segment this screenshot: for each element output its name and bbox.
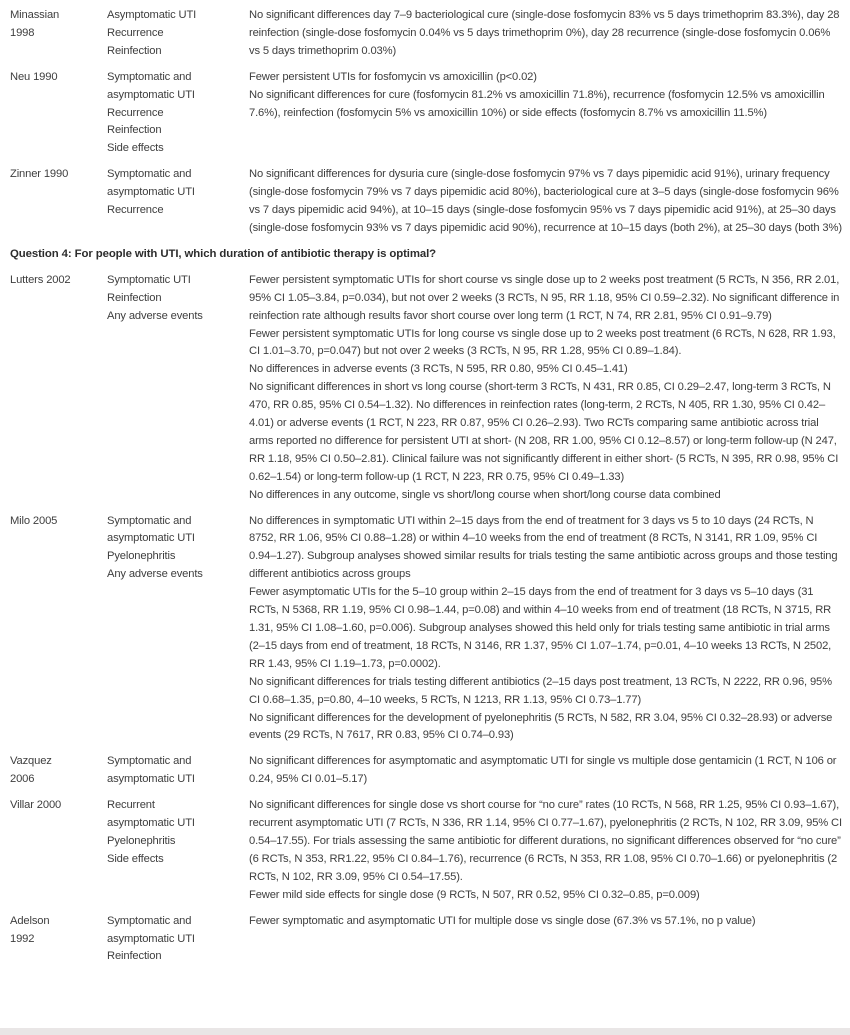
outcome-item: Symptomatic and asymptomatic UTI [107, 70, 195, 101]
outcome-item: Recurrence [107, 106, 164, 119]
outcomes-cell [107, 913, 249, 967]
finding-paragraph: No differences in adverse events (3 RCTs, N 595, RR 0.80, 95% CI 0.45–1.41) [249, 363, 628, 376]
findings-cell [249, 513, 844, 746]
findings-cell [249, 69, 844, 123]
findings-cell [249, 272, 844, 505]
outcomes-cell [107, 272, 249, 326]
outcomes-cell [107, 753, 249, 789]
study-name: Minassian [10, 9, 60, 21]
finding-paragraph: No significant differences in short vs long course (short-term 3 RCTs, N 431, RR 0.85, CI 0.29–2.47, long-term 3 RCTs, N 470, RR 0.85, 95% CI 0.54–1.32). No differences in reinfection rates (long-term, 2 RCTs, N 405, RR 1.30, 95% CI 0.42–4.01) or adverse events (1 RCT, N 223, RR 0.87, 95% CI 0.26–2.93). Two RCTs comparing same antibiotic across trial arms reported no difference for persistent UTI at short- (N 208, RR 1.00, 95% CI 0.12–8.57) or long-term follow-up (N 247, RR 1.18, 95% CI 0.50–2.81). Clinical failure was not significantly different in either short- (5 RCTs, N 395, RR 0.98, 95% CI 0.62–1.54) or long-term follow-up (1 RCT, N 223, RR 0.75, 95% CI 0.49–1.33) [249, 381, 839, 483]
outcome-item: Symptomatic and asymptomatic UTI [107, 514, 195, 545]
finding-paragraph: No differences in any outcome, single vs short/long course when short/long course data combined [249, 488, 721, 501]
study-name: 1992 [10, 932, 35, 945]
finding-paragraph: No significant differences for cure (fosfomycin 81.2% vs amoxicillin 71.8%), recurrence (fosfomycin 12.5% vs amoxicillin 7.6%), reinfection (fosfomycin 5% vs amoxicillin 10%) or side effects (fosfomycin 8.7% vs amoxicillin 11.5%) [249, 88, 825, 119]
outcome-item: Recurrence [107, 204, 164, 217]
finding-paragraph: No significant differences for single dose vs short course for “no cure” rates (10 RCTs, N 568, RR 1.25, 95% CI 0.93–1.67), recurrent asymptomatic UTI (7 RCTs, N 336, RR 1.14, 95% CI 0.77–1.67), pyelonephritis (2 RCTs, N 102, RR 3.09, 95% CI 0.54–17.55). For trials assessing the same antibiotic for different durations, no significant differences observed for “no cure” (6 RCTs, N 353, RR1.22, 95% CI 0.84–1.76), recurrence (6 RCTs, N 353, RR 1.08, 95% CI 0.70–1.66) or pyelonephritis (2 RCTs, N 102, RR 3.09, 95% CI 0.54–17.55). [249, 799, 842, 883]
outcome-item: Side effects [107, 852, 164, 865]
outcomes-cell [107, 69, 249, 159]
outcome-item: Reinfection [107, 44, 162, 57]
study-cell [10, 7, 107, 43]
finding-paragraph: Fewer mild side effects for single dose (9 RCTs, N 507, RR 0.52, 95% CI 0.32–0.85, p=0.009) [249, 888, 700, 901]
study-row [10, 166, 844, 238]
outcome-item: Any adverse events [107, 309, 203, 322]
study-cell [10, 513, 107, 531]
study-row [10, 272, 844, 505]
finding-paragraph: No significant differences for trials testing different antibiotics (2–15 days post treatment, 13 RCTs, N 2222, RR 0.96, 95% CI 0.68–1.35, p=0.80, 4–10 weeks, 5 RCTs, N 1213, RR 1.13, 95% CI 0.73–1.77) [249, 675, 832, 706]
study-cell [10, 753, 107, 789]
outcome-item: Pyelonephritis [107, 550, 176, 563]
study-cell [10, 797, 107, 815]
findings-cell [249, 753, 844, 789]
outcome-item: Side effects [107, 142, 164, 155]
study-row [10, 513, 844, 746]
study-name: Adelson [10, 914, 50, 927]
findings-cell [249, 913, 844, 931]
outcome-item: Reinfection [107, 124, 162, 137]
finding-paragraph: No significant differences for dysuria cure (single-dose fosfomycin 97% vs 7 days pipemidic acid 91%), urinary frequency (single-dose fosfomycin 79% vs 7 days pipemidic acid 80%), bacteriological cure at 3–5 days (single-dose fosfomycin 96% vs 7 days pipemidic acid 94%), at 10–15 days (single-dose fosfomycin 95% vs 7 days pipemidic acid 91%), at 25–30 days (single-dose fosfomycin 93% vs 7 days pipemidic acid 90%), recurrence at 10–15 days (both 2%), at 25–30 days (both 3%) [249, 168, 842, 234]
study-row [10, 797, 844, 904]
outcome-item: Recurrent asymptomatic UTI [107, 799, 195, 830]
study-name: Neu 1990 [10, 70, 58, 83]
outcome-item: Recurrence [107, 26, 164, 39]
outcomes-cell [107, 166, 249, 220]
study-cell [10, 166, 107, 184]
outcome-item: Any adverse events [107, 568, 203, 581]
outcome-item: Reinfection [107, 950, 162, 963]
findings-cell [249, 166, 844, 238]
study-name: Zinner 1990 [10, 168, 69, 181]
outcome-item: Symptomatic and asymptomatic UTI [107, 755, 195, 786]
findings-cell [249, 7, 844, 61]
outcome-item: Symptomatic and asymptomatic UTI [107, 168, 195, 199]
study-row [10, 7, 844, 61]
finding-paragraph: No significant differences for asymptomatic and asymptomatic UTI for single vs multiple dose gentamicin (1 RCT, N 106 or 0.24, 95% CI 0.01–5.17) [249, 755, 837, 786]
study-name: Vazquez [10, 755, 52, 768]
outcomes-cell [107, 7, 249, 61]
outcomes-cell [107, 797, 249, 869]
study-row [10, 913, 844, 967]
study-name: Milo 2005 [10, 514, 58, 527]
study-row [10, 69, 844, 159]
finding-paragraph: Fewer persistent symptomatic UTIs for long course vs single dose up to 2 weeks post treatment (6 RCTs, N 628, RR 1.93, CI 1.01–3.70, p=0.047) but not over 2 weeks (3 RCTs, N 95, RR 1.28, 95% CI 0.89–1.84). [249, 327, 836, 358]
study-row [10, 753, 844, 789]
outcome-item: Symptomatic and asymptomatic UTI [107, 914, 195, 945]
finding-paragraph: Fewer asymptomatic UTIs for the 5–10 group within 2–15 days from the end of treatment for 3 days vs 5–10 days (31 RCTs, N 5368, RR 1.19, 95% CI 0.98–1.44, p=0.08) and within 4–10 weeks from end of treatment (18 RCTs, N 3715, RR 1.31, 95% CI 1.08–1.60, p=0.006). Subgroup analyses showed this held only for trials testing same antibiotic in trial arms (2–15 days from end of treatment, 18 RCTs, N 3146, RR 1.37, 95% CI 1.07–1.74, p=0.01, 4–10 weeks 13 RCTs, N 2502, RR 1.43, 95% CI 1.19–1.73, p=0.0002). [249, 586, 832, 670]
finding-paragraph: No significant differences day 7–9 bacteriological cure (single-dose fosfomycin 83% vs 5 days trimethoprim 83.3%), day 28 reinfection (single-dose fosfomycin 0.04% vs 5 days trimethoprim 0%), day 28 recurrence (single-dose fosfomycin 0.06% vs 5 days trimethoprim 0.03%) [249, 9, 840, 57]
finding-paragraph: Fewer symptomatic and asymptomatic UTI for multiple dose vs single dose (67.3% vs 57.1%, no p value) [249, 914, 756, 927]
study-cell [10, 69, 107, 87]
outcome-item: Pyelonephritis [107, 834, 176, 847]
finding-paragraph: No significant differences for the development of pyelonephritis (5 RCTs, N 582, RR 3.04, 95% CI 0.32–28.93) or adverse events (29 RCTs, N 7617, RR 0.83, 95% CI 0.74–0.93) [249, 711, 833, 742]
findings-cell [249, 797, 844, 904]
section-header: Question 4: For people with UTI, which duration of antibiotic therapy is optimal? [10, 247, 437, 260]
study-name: Villar 2000 [10, 799, 62, 812]
study-name: 1998 [10, 26, 35, 39]
finding-paragraph: No differences in symptomatic UTI within 2–15 days from the end of treatment for 3 days vs 5 to 10 days (24 RCTs, N 8752, RR 1.06, 95% CI 0.88–1.28) or within 4–10 weeks from the end of treatment (8 RCTs, N 3141, RR 1.09, 95% CI 0.94–1.27). Subgroup analyses showed similar results for trials testing the same antibiotic across groups and those testing different antibiotics across groups [249, 514, 838, 581]
outcome-item: Reinfection [107, 291, 162, 304]
outcome-item: Symptomatic UTI [107, 273, 191, 286]
study-name: Lutters 2002 [10, 273, 71, 286]
study-name: 2006 [10, 773, 35, 786]
finding-paragraph: Fewer persistent symptomatic UTIs for short course vs single dose up to 2 weeks post treatment (5 RCTs, N 356, RR 2.01, 95% CI 1.05–3.84, p=0.034), but not over 2 weeks (3 RCTs, N 95, RR 1.18, 95% CI 0.59–2.32). No significant difference in reinfection rate although results favor short course over long term (1 RCT, N 74, RR 2.81, 95% CI 0.91–9.79) [249, 273, 840, 322]
finding-paragraph: Fewer persistent UTIs for fosfomycin vs amoxicillin (p<0.02) [249, 70, 537, 83]
outcome-item: Asymptomatic UTI [107, 9, 197, 21]
study-cell [10, 272, 107, 290]
outcomes-cell [107, 513, 249, 585]
bottom-divider [0, 1028, 850, 1035]
study-cell [10, 913, 107, 949]
